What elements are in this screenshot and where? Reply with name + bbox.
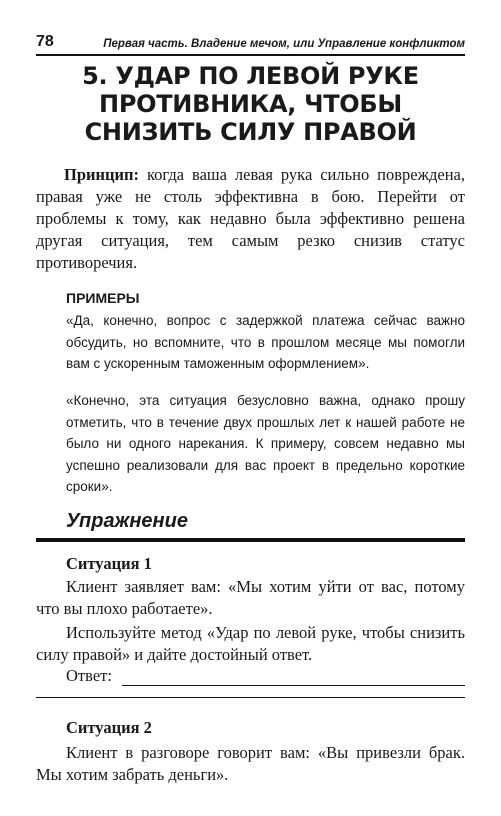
principle-label: Принцип: <box>64 165 140 184</box>
answer-line[interactable] <box>122 669 465 686</box>
running-title: Первая часть. Владение мечом, или Управление конфликтом <box>103 38 465 50</box>
page-number: 78 <box>36 33 54 50</box>
examples-heading: ПРИМЕРЫ <box>66 290 140 306</box>
chapter-title: 5. УДАР ПО ЛЕВОЙ РУКЕ ПРОТИВНИКА, ЧТОБЫ СНИЗИТЬ СИЛУ ПРАВОЙ <box>82 62 419 146</box>
exercise-heading: Упражнение <box>66 510 188 532</box>
answer-line-continued[interactable] <box>36 697 465 698</box>
situation-2-text: Клиент в разговоре говорит вам: «Вы привезли брак. Мы хотим забрать деньги». <box>36 743 465 784</box>
exercise-divider <box>36 538 465 542</box>
answer-label: Ответ: <box>66 666 112 685</box>
principle-paragraph <box>36 164 465 274</box>
situation-2-title: Ситуация 2 <box>66 718 152 737</box>
principle-text: когда ваша левая рука сильно повреждена, правая уже не столь эффективна в бою. Перейти от проблемы к тому, как недавно была эффективно решена другая ситуация, тем самым резко снизив статус противоречия. <box>36 165 465 272</box>
example-quote-2: «Конечно, эта ситуация безусловно важна, однако прошу отметить, что в течение двух прошлых лет к нашей работе не было ни одного нарекания. К примеру, совсем недавно мы успешно реализовали для вас проект в предельно короткие сроки». <box>66 393 465 494</box>
situation-1-task: Используйте метод «Удар по левой руке, чтобы снизить силу правой» и дайте достойный ответ. <box>36 623 465 664</box>
situation-1-title: Ситуация 1 <box>66 554 152 573</box>
answer-row <box>66 666 465 686</box>
running-header <box>36 28 465 56</box>
situation-1-text: Клиент заявляет вам: «Мы хотим уйти от вас, потому что вы плохо работаете». <box>36 577 465 618</box>
example-quote-1: «Да, конечно, вопрос с задержкой платежа сейчас важно обсудить, но вспомните, что в прошлом месяце мы помогли вам с ускоренным таможенным оформлением». <box>66 313 465 371</box>
